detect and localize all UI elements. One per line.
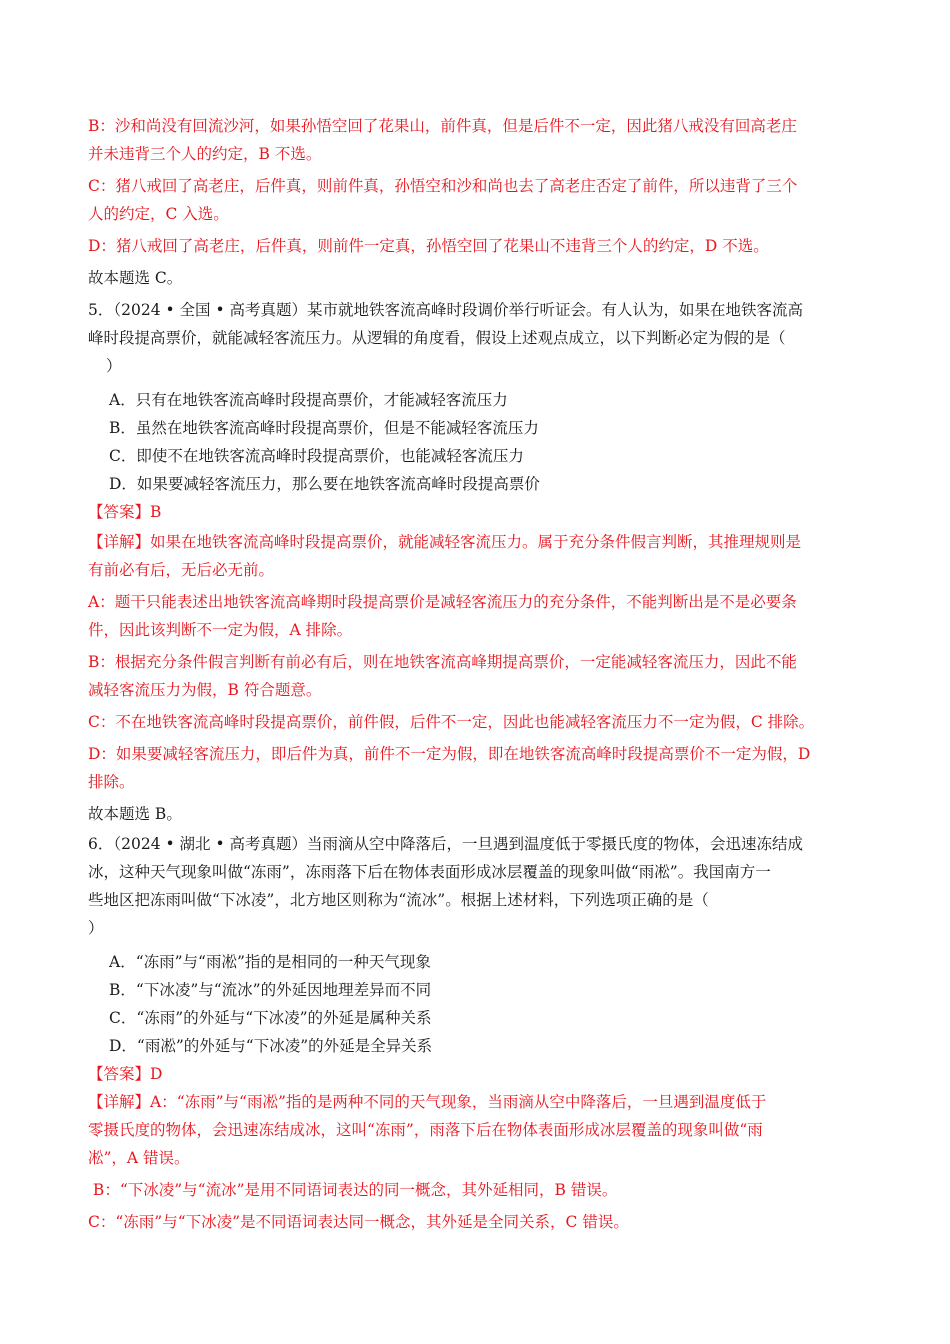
detail-line: 零摄氏度的物体，会迅速冻结成冰，这叫“冻雨”，雨落下后在物体表面形成冰层覆盖的现象叫做“雨	[88, 1121, 763, 1139]
detail-label: 【详解】	[88, 1093, 151, 1111]
option-a: A．“冻雨”与“雨凇”指的是相同的一种天气现象	[109, 953, 431, 971]
option-b: B．虽然在地铁客流高峰时段提高票价，但是不能减轻客流压力	[109, 419, 539, 437]
conclusion: 故本题选 B。	[88, 805, 182, 823]
option-a: A．只有在地铁客流高峰时段提高票价，才能减轻客流压力	[109, 391, 508, 409]
document-page	[88, 112, 863, 1240]
detail-line: 有前必有后，无后必无前。	[88, 561, 275, 579]
analysis-line: C：猪八戒回了高老庄，后件真，则前件真，孙悟空和沙和尚也去了高老庄否定了前件，所以违背了三个	[88, 177, 798, 195]
option-c: C．即使不在地铁客流高峰时段提高票价，也能减轻客流压力	[109, 447, 524, 465]
question-stem: 些地区把冻雨叫做“下冰凌”，北方地区则称为“流冰”。根据上述材料，下列选项正确的是（	[88, 891, 709, 909]
analysis-line: 件，因此该判断不一定为假，A 排除。	[88, 621, 353, 639]
analysis-line: 减轻客流压力为假，B 符合题意。	[88, 681, 322, 699]
question-stem: 冰，这种天气现象叫做“冻雨”，冻雨落下后在物体表面形成冰层覆盖的现象叫做“雨凇”。我国南方一	[88, 863, 771, 881]
analysis-line: B：“下冰凌”与“流冰”是用不同语词表达的同一概念，其外延相同，B 错误。	[88, 1181, 618, 1199]
analysis-line: D：猪八戒回了高老庄，后件真，则前件一定真，孙悟空回了花果山不违背三个人的约定，D 不选。	[88, 237, 769, 255]
option-d: D．“雨凇”的外延与“下冰凌”的外延是全异关系	[109, 1037, 433, 1055]
analysis-line: B：沙和尚没有回流沙河，如果孙悟空回了花果山，前件真，但是后件不一定，因此猪八戒没有回高老庄	[88, 117, 797, 135]
answer-label: 【答案】	[88, 1065, 151, 1083]
analysis-line: C：不在地铁客流高峰时段提高票价，前件假，后件不一定，因此也能减轻客流压力不一定为假，C 排除。	[88, 713, 815, 731]
analysis-line: 排除。	[88, 773, 135, 791]
answer-value: B	[150, 503, 162, 521]
option-b: B．“下冰凌”与“流冰”的外延因地理差异而不同	[109, 981, 432, 999]
answer-label: 【答案】	[88, 503, 151, 521]
analysis-line: C：“冻雨”与“下冰凌”是不同语词表达同一概念，其外延是全同关系，C 错误。	[88, 1213, 629, 1231]
option-d: D．如果要减轻客流压力，那么要在地铁客流高峰时段提高票价	[109, 475, 540, 493]
question-stem: 5．（2024 • 全国 • 高考真题）某市就地铁客流高峰时段调价举行听证会。有人认为，如果在地铁客流高	[88, 301, 804, 319]
conclusion: 故本题选 C。	[88, 269, 183, 287]
analysis-line: B：根据充分条件假言判断有前必有后，则在地铁客流高峰期提高票价，一定能减轻客流压力，因此不能	[88, 653, 797, 671]
option-c: C．“冻雨”的外延与“下冰凌”的外延是属种关系	[109, 1009, 432, 1027]
analysis-line: D：如果要减轻客流压力，即后件为真，前件不一定为假，即在地铁客流高峰时段提高票价不一定为假，D	[88, 745, 811, 763]
answer-value: D	[150, 1065, 163, 1083]
detail-line: 凇”，A 错误。	[88, 1149, 190, 1167]
question-stem: 6．（2024 • 湖北 • 高考真题）当雨滴从空中降落后，一旦遇到温度低于零摄氏度的物体，会迅速冻结成	[88, 835, 804, 853]
question-5	[88, 296, 863, 828]
analysis-line: 并未违背三个人的约定，B 不选。	[88, 145, 322, 163]
answer	[88, 498, 863, 526]
detail: 【详解】如果在地铁客流高峰时段提高票价，就能减轻客流压力。属于充分条件假言判断，其推理规则是	[88, 533, 802, 551]
analysis-line: A：题干只能表述出地铁客流高峰期时段提高票价是减轻客流压力的充分条件，不能判断出是不是必要条	[88, 593, 797, 611]
analysis-line: 人的约定，C 入选。	[88, 205, 229, 223]
question-stem: ）	[88, 919, 104, 937]
answer	[88, 1060, 863, 1088]
question-6	[88, 830, 863, 1236]
question-stem: 峰时段提高票价，就能减轻客流压力。从逻辑的角度看，假设上述观点成立，以下判断必定为假的是（	[88, 329, 786, 347]
detail-label: 【详解】	[88, 533, 151, 551]
q4-analysis	[88, 112, 863, 292]
detail: 【详解】A：“冻雨”与“雨凇”指的是两种不同的天气现象，当雨滴从空中降落后，一旦遇到温度低于	[88, 1093, 767, 1111]
question-stem: ）	[106, 357, 122, 375]
